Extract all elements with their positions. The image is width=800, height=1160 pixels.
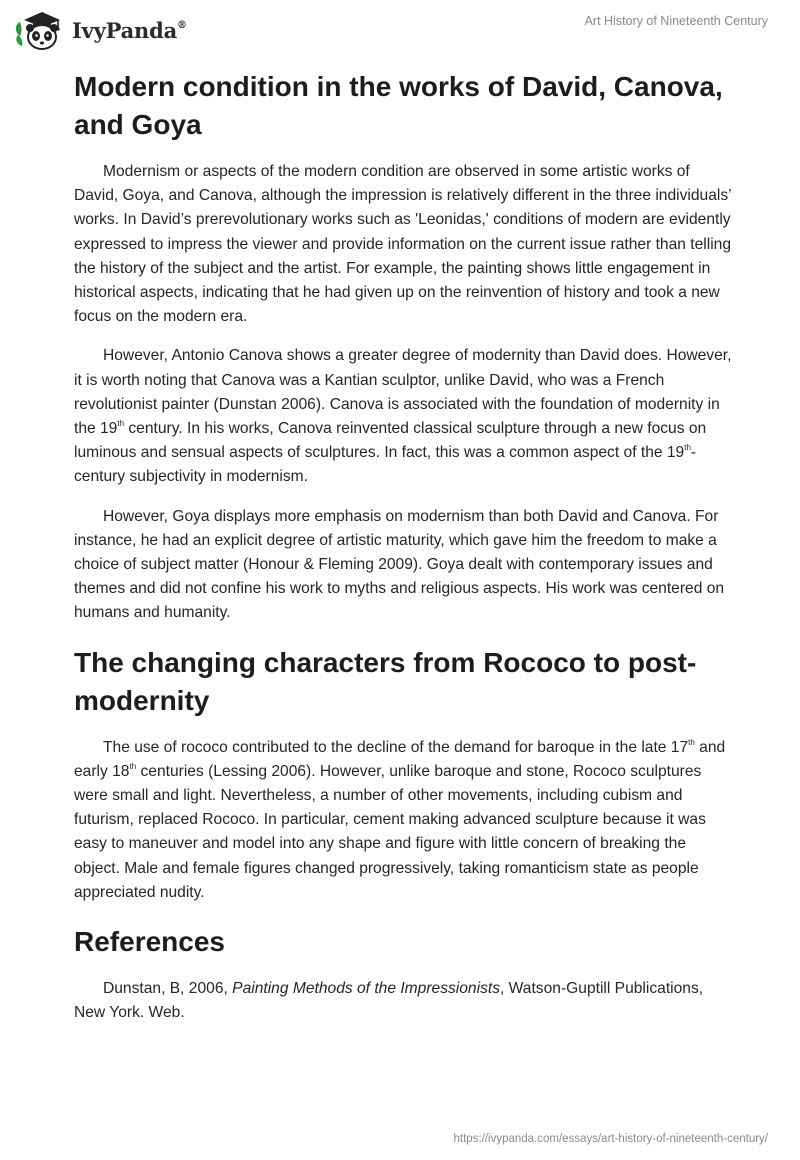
logo-text: IvyPanda®: [72, 17, 187, 43]
reference-title: Painting Methods of the Impressionists: [232, 980, 500, 998]
ordinal-suffix: th: [688, 737, 695, 747]
reference-entry: Dunstan, B, 2006, Painting Methods of the Impressionists, Watson-Guptill Publications, New York. Web.: [74, 980, 704, 1022]
section-heading: Modern condition in the works of David, Canova, and Goya: [74, 71, 723, 140]
paragraph: However, Antonio Canova shows a greater degree of modernity than David does. However, it is worth noting that Canova was a Kantian sculptor, unlike David, who was a French revolutionist painter (Dunstan 2006). Canova is associated with the foundation of modernity in the 19th century. In his works, Canova reinvented classical sculpture through a new focus on luminous and sensual aspects of sculptures. In fact, this was a common aspect of the 19th-century subjectivity in modernism.: [74, 347, 732, 486]
footer-url[interactable]: https://ivypanda.com/essays/art-history-of-nineteenth-century/: [453, 1133, 768, 1145]
panda-graduate-icon: [14, 8, 68, 52]
header-page-title: Art History of Nineteenth Century: [584, 14, 768, 28]
ordinal-suffix: th: [117, 419, 125, 429]
essay-content: [74, 68, 734, 1025]
page-header: [0, 0, 800, 60]
paragraph: Modernism or aspects of the modern condition are observed in some artistic works of David, Goya, and Canova, although the impression is relatively different in the three individuals’ works. In David’s prerevolutionary works such as 'Leonidas,' conditions of modern are evidently expressed to impress the viewer and provide information on the current issue rather than telling the history of the subject and the artist. For example, the painting shows little engagement in historical aspects, indicating that he had given up on the reinvention of history and took a new focus on the modern era.: [74, 163, 732, 326]
ordinal-suffix: th: [129, 761, 137, 771]
paragraph: However, Goya displays more emphasis on modernism than both David and Canova. For instance, he had an explicit degree of artistic maturity, which gave him the freedom to make a choice of subject matter (Honour & Fleming 2009). Goya dealt with contemporary issues and themes and did not confine his work to myths and religious aspects. His work was centered on humans and humanity.: [74, 507, 725, 622]
ivypanda-logo[interactable]: [14, 8, 187, 52]
section-heading: References: [74, 926, 225, 958]
ordinal-suffix: th: [684, 443, 691, 453]
paragraph: The use of rococo contributed to the decline of the demand for baroque in the late 17th and early 18th centuries (Lessing 2006). However, unlike baroque and stone, Rococo sculptures were small and light. Nevertheless, a number of other movements, including cubism and futurism, replaced Rococo. In particular, cement making advanced sculpture because it was easy to maneuver and model into any shape and figure with little concern of breaking the object. Male and female figures changed progressively, taking romanticism state as people appreciated nudity.: [74, 737, 726, 901]
section-heading: The changing characters from Rococo to post-modernity: [74, 646, 697, 716]
